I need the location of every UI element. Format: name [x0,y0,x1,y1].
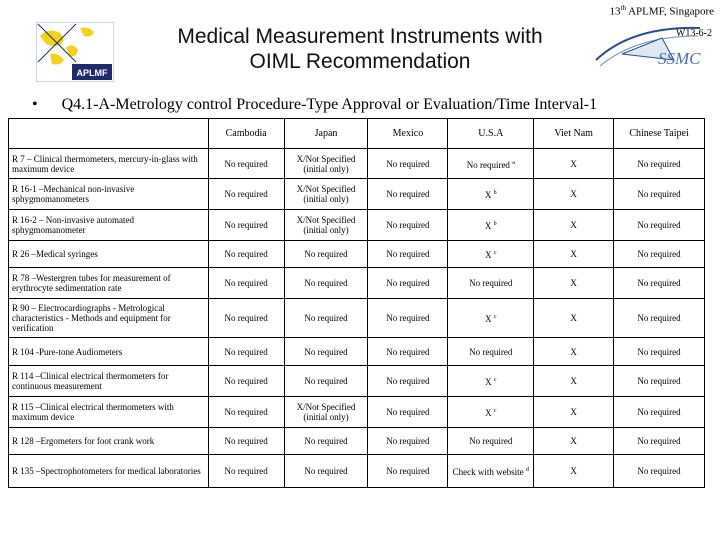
table-cell: X $^c$ [448,366,534,397]
table-cell: X/Not Specified (initial only) [284,179,368,210]
table-cell: No required [614,397,705,428]
table-row [9,179,705,210]
section-heading: • Q4.1-A-Metrology control Procedure-Type Approval or Evaluation/Time Interval-1 [32,96,598,113]
table-cell: No required [208,366,284,397]
table-cell: No required [284,428,368,455]
table-cell: X [534,428,614,455]
table-cell: No required [368,210,448,241]
row-instrument: R 90 – Electrocardiographs - Metrological characteristics - Methods and equipment for verification [9,299,209,338]
page-title: Medical Measurement Instruments with OIML Recommendation [177,25,543,73]
table-row [9,210,705,241]
table-cell: X [534,455,614,488]
footnote-marker: c [493,377,497,383]
table-row [9,268,705,299]
table-cell: X [534,397,614,428]
table-cell: No required [368,299,448,338]
table-cell: No required [208,149,284,179]
table-cell: X/Not Specified (initial only) [284,397,368,428]
row-instrument: R 128 –Ergometers for foot crank work [9,428,209,455]
table-cell: X [534,149,614,179]
table-header-row [9,119,705,149]
table-cell: X $^b$ [448,210,534,241]
row-instrument: R 26 –Medical syringes [9,241,209,268]
table-cell: No required [208,299,284,338]
footnote-marker: c [493,408,497,414]
row-instrument: R 135 –Spectrophotometers for medical laboratories [9,455,209,488]
event-label: 13th APLMF, Singapore [609,4,714,18]
table-cell: No required [284,366,368,397]
footnote-marker: c [493,314,497,320]
table-cell: No required [208,241,284,268]
table-cell: X [534,210,614,241]
table-cell: No required [284,299,368,338]
col-header: Cambodia [208,119,284,149]
table-cell: No required [368,149,448,179]
table-cell: X [534,299,614,338]
table-cell: X $^b$ [448,179,534,210]
row-instrument: R 104 -Pure-tone Audiometers [9,338,209,366]
table-cell: No required [208,455,284,488]
table-cell: No required [208,397,284,428]
table-cell: X/Not Specified (initial only) [284,210,368,241]
approval-table [8,118,705,488]
table-cell: X [534,179,614,210]
table-row [9,149,705,179]
table-cell: X $^c$ [448,397,534,428]
row-instrument: R 78 –Westergren tubes for measurement of erythrocyte sedimentation rate [9,268,209,299]
table-cell: No required [614,241,705,268]
aplmf-logo-text: APLMF [76,68,108,78]
table-row [9,241,705,268]
col-header: U.S.A [448,119,534,149]
table-cell: No required [368,455,448,488]
table-cell: No required [208,268,284,299]
table-cell: No required [448,338,534,366]
footnote-marker: b [493,221,497,227]
table-cell: No required [614,428,705,455]
table-row [9,338,705,366]
table-cell: No required [208,428,284,455]
table-cell: No required [448,428,534,455]
table-cell: No required [208,210,284,241]
table-row [9,455,705,488]
table-cell: X [534,338,614,366]
row-instrument: R 7 – Clinical thermometers, mercury-in-glass with maximum device [9,149,209,179]
table-cell: No required [614,338,705,366]
table-cell: No required $^a$ [448,149,534,179]
col-header: Japan [284,119,368,149]
table-cell: No required [614,455,705,488]
footnote-marker: c [493,250,497,256]
table-cell: No required [368,268,448,299]
table-cell: No required [284,338,368,366]
table-cell: No required [448,268,534,299]
row-instrument: R 115 –Clinical electrical thermometers with maximum device [9,397,209,428]
table-cell: No required [368,397,448,428]
table-cell: X [534,268,614,299]
table-cell: No required [614,179,705,210]
table-cell: No required [284,241,368,268]
table-cell: No required [208,338,284,366]
table-cell: No required [368,179,448,210]
table-cell: No required [614,210,705,241]
table-row [9,428,705,455]
ssmc-logo [592,24,702,76]
row-instrument: R 16-1 –Mechanical non-invasive sphygmomanometers [9,179,209,210]
aplmf-logo [36,22,114,82]
table-cell: No required [368,428,448,455]
col-header [9,119,209,149]
table-cell: X/Not Specified (initial only) [284,149,368,179]
col-header: Mexico [368,119,448,149]
table-cell: No required [614,299,705,338]
table-cell: No required [614,366,705,397]
table-cell: X [534,241,614,268]
footnote-marker: d [525,467,529,473]
col-header: Viet Nam [534,119,614,149]
row-instrument: R 114 –Clinical electrical thermometers for continuous measurement [9,366,209,397]
table-cell: No required [368,241,448,268]
table-cell: No required [208,179,284,210]
table-cell: No required [284,268,368,299]
table-row [9,397,705,428]
document-code: W13-6-2 [675,28,712,39]
row-instrument: R 16-2 – Non-invasive automated sphygmomanometer [9,210,209,241]
table-cell: No required [284,455,368,488]
table-cell: X $^c$ [448,241,534,268]
footnote-marker: b [493,190,497,196]
table-row [9,299,705,338]
col-header: Chinese Taipei [614,119,705,149]
table-cell: No required [368,338,448,366]
table-cell: No required [614,149,705,179]
table-cell: X [534,366,614,397]
footnote-marker: a [512,159,515,166]
table-cell: Check with website $^d$ [448,455,534,488]
table-row [9,366,705,397]
table-cell: No required [368,366,448,397]
table-cell: X $^c$ [448,299,534,338]
table-cell: No required [614,268,705,299]
ssmc-logo-text: SSMC [658,49,701,68]
